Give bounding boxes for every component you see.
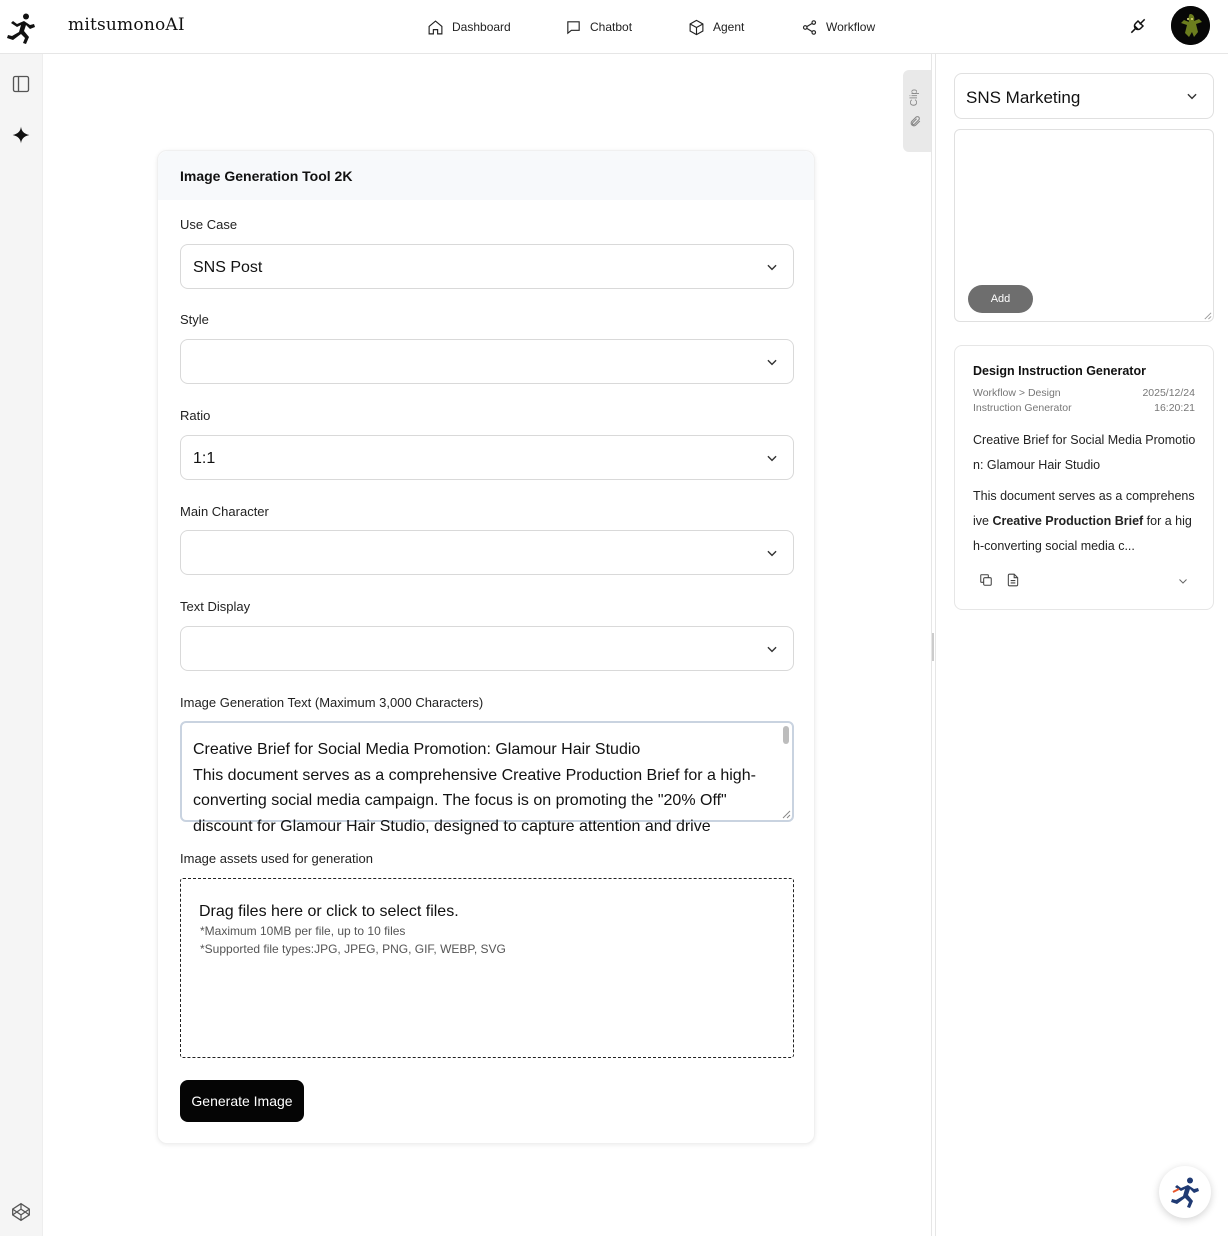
nav-agent-label: Agent (713, 20, 745, 34)
note-title: Design Instruction Generator (973, 364, 1146, 378)
generation-text-content (193, 737, 773, 839)
codepen-icon[interactable] (11, 1202, 31, 1222)
runner-logo-icon (1170, 1176, 1200, 1208)
nav-chatbot-label: Chatbot (590, 20, 633, 34)
left-rail (0, 54, 43, 1236)
note-breadcrumb: Workflow > Design Instruction Generator (973, 387, 1072, 414)
avatar[interactable] (1171, 6, 1210, 45)
cube-icon (688, 19, 705, 36)
note-body-bold: Creative Production Brief (992, 514, 1144, 528)
ratio-value: 1:1 (193, 450, 216, 467)
connection-icon[interactable] (1128, 16, 1148, 36)
chevron-down-icon (765, 260, 779, 274)
nav-workflow[interactable] (801, 0, 875, 54)
saved-note-card[interactable] (954, 345, 1214, 610)
use-case-value: SNS Post (193, 259, 263, 276)
brand-name[interactable]: mitsumonoAI (68, 15, 185, 35)
chevron-down-icon (765, 355, 779, 369)
note-body (973, 484, 1197, 559)
avatar-image-icon (1171, 6, 1210, 45)
generate-image-button[interactable]: Generate Image (180, 1080, 304, 1122)
nav-workflow-label: Workflow (826, 20, 876, 34)
top-bar (0, 0, 1228, 54)
main-character-label: Main Character (180, 504, 269, 519)
note-body-pre: This document serves as a comprehensive (973, 489, 1195, 528)
chevron-down-icon (1185, 89, 1199, 103)
runner-logo-icon[interactable] (6, 12, 36, 44)
file-dropzone[interactable] (180, 878, 794, 1058)
note-body-title: Creative Brief for Social Media Promotion: Glamour Hair Studio (973, 433, 1196, 472)
card-header (158, 151, 814, 200)
dropzone-types-note: *Supported file types:JPG, JPEG, PNG, GIF, WEBP, SVG (200, 942, 506, 956)
text-display-select[interactable] (180, 626, 794, 671)
generation-text-label: Image Generation Text (Maximum 3,000 Characters) (180, 695, 484, 710)
clip-label: Clip (909, 89, 920, 107)
clip-tab[interactable] (903, 70, 931, 152)
dropzone-title: Drag files here or click to select files. (199, 903, 459, 920)
resize-handle-icon[interactable] (781, 809, 791, 819)
chevron-down-icon (765, 546, 779, 560)
divider-grip[interactable] (932, 633, 934, 661)
project-select[interactable] (954, 73, 1214, 119)
document-icon[interactable] (1006, 573, 1020, 587)
use-case-select[interactable] (180, 244, 794, 289)
note-body-post: for a high-converting social media c... (973, 514, 1192, 553)
ratio-label: Ratio (180, 408, 211, 423)
main-character-select[interactable] (180, 530, 794, 575)
generation-text-line-2: This document serves as a comprehensive Creative Production Brief for a high-converting social media campaign. The focus is on promoting the "20% Off" discount for Glamour Hair Studio, designed to capture attention and drive (193, 766, 756, 835)
assistant-fab[interactable] (1159, 1166, 1211, 1218)
ratio-select[interactable] (180, 435, 794, 480)
sidebar-toggle-icon[interactable] (11, 74, 31, 94)
style-select[interactable] (180, 339, 794, 384)
use-case-label: Use Case (180, 217, 238, 232)
chevron-down-icon (765, 451, 779, 465)
note-time: 16:20:21 (1154, 402, 1195, 414)
style-label: Style (180, 312, 209, 327)
generation-text-input[interactable] (180, 721, 794, 835)
chat-icon (565, 19, 582, 36)
add-button[interactable]: Add (968, 285, 1033, 313)
clip-tab-label[interactable] (909, 89, 920, 106)
nav-dashboard-label: Dashboard (452, 20, 511, 34)
text-display-label: Text Display (180, 599, 251, 614)
chevron-down-icon (765, 642, 779, 656)
nav-agent[interactable] (688, 0, 744, 54)
project-select-value: SNS Marketing (966, 88, 1081, 107)
sparkle-icon[interactable] (11, 125, 31, 145)
note-timestamp (1142, 386, 1195, 416)
chevron-down-icon[interactable] (1177, 575, 1189, 587)
dropzone-size-note: *Maximum 10MB per file, up to 10 files (200, 924, 406, 938)
nav-dashboard[interactable] (427, 0, 511, 54)
paperclip-icon (909, 115, 922, 128)
nav-chatbot[interactable] (565, 0, 632, 54)
share-nodes-icon (801, 19, 818, 36)
copy-icon[interactable] (979, 573, 993, 587)
card-title: Image Generation Tool 2K (180, 168, 353, 184)
assets-label: Image assets used for generation (180, 851, 373, 866)
generation-text-line-1: Creative Brief for Social Media Promotion: Glamour Hair Studio (193, 741, 641, 758)
home-icon (427, 19, 444, 36)
resize-handle-icon[interactable] (1203, 311, 1212, 320)
textarea-scrollbar[interactable] (783, 726, 789, 744)
note-date: 2025/12/24 (1142, 387, 1195, 399)
